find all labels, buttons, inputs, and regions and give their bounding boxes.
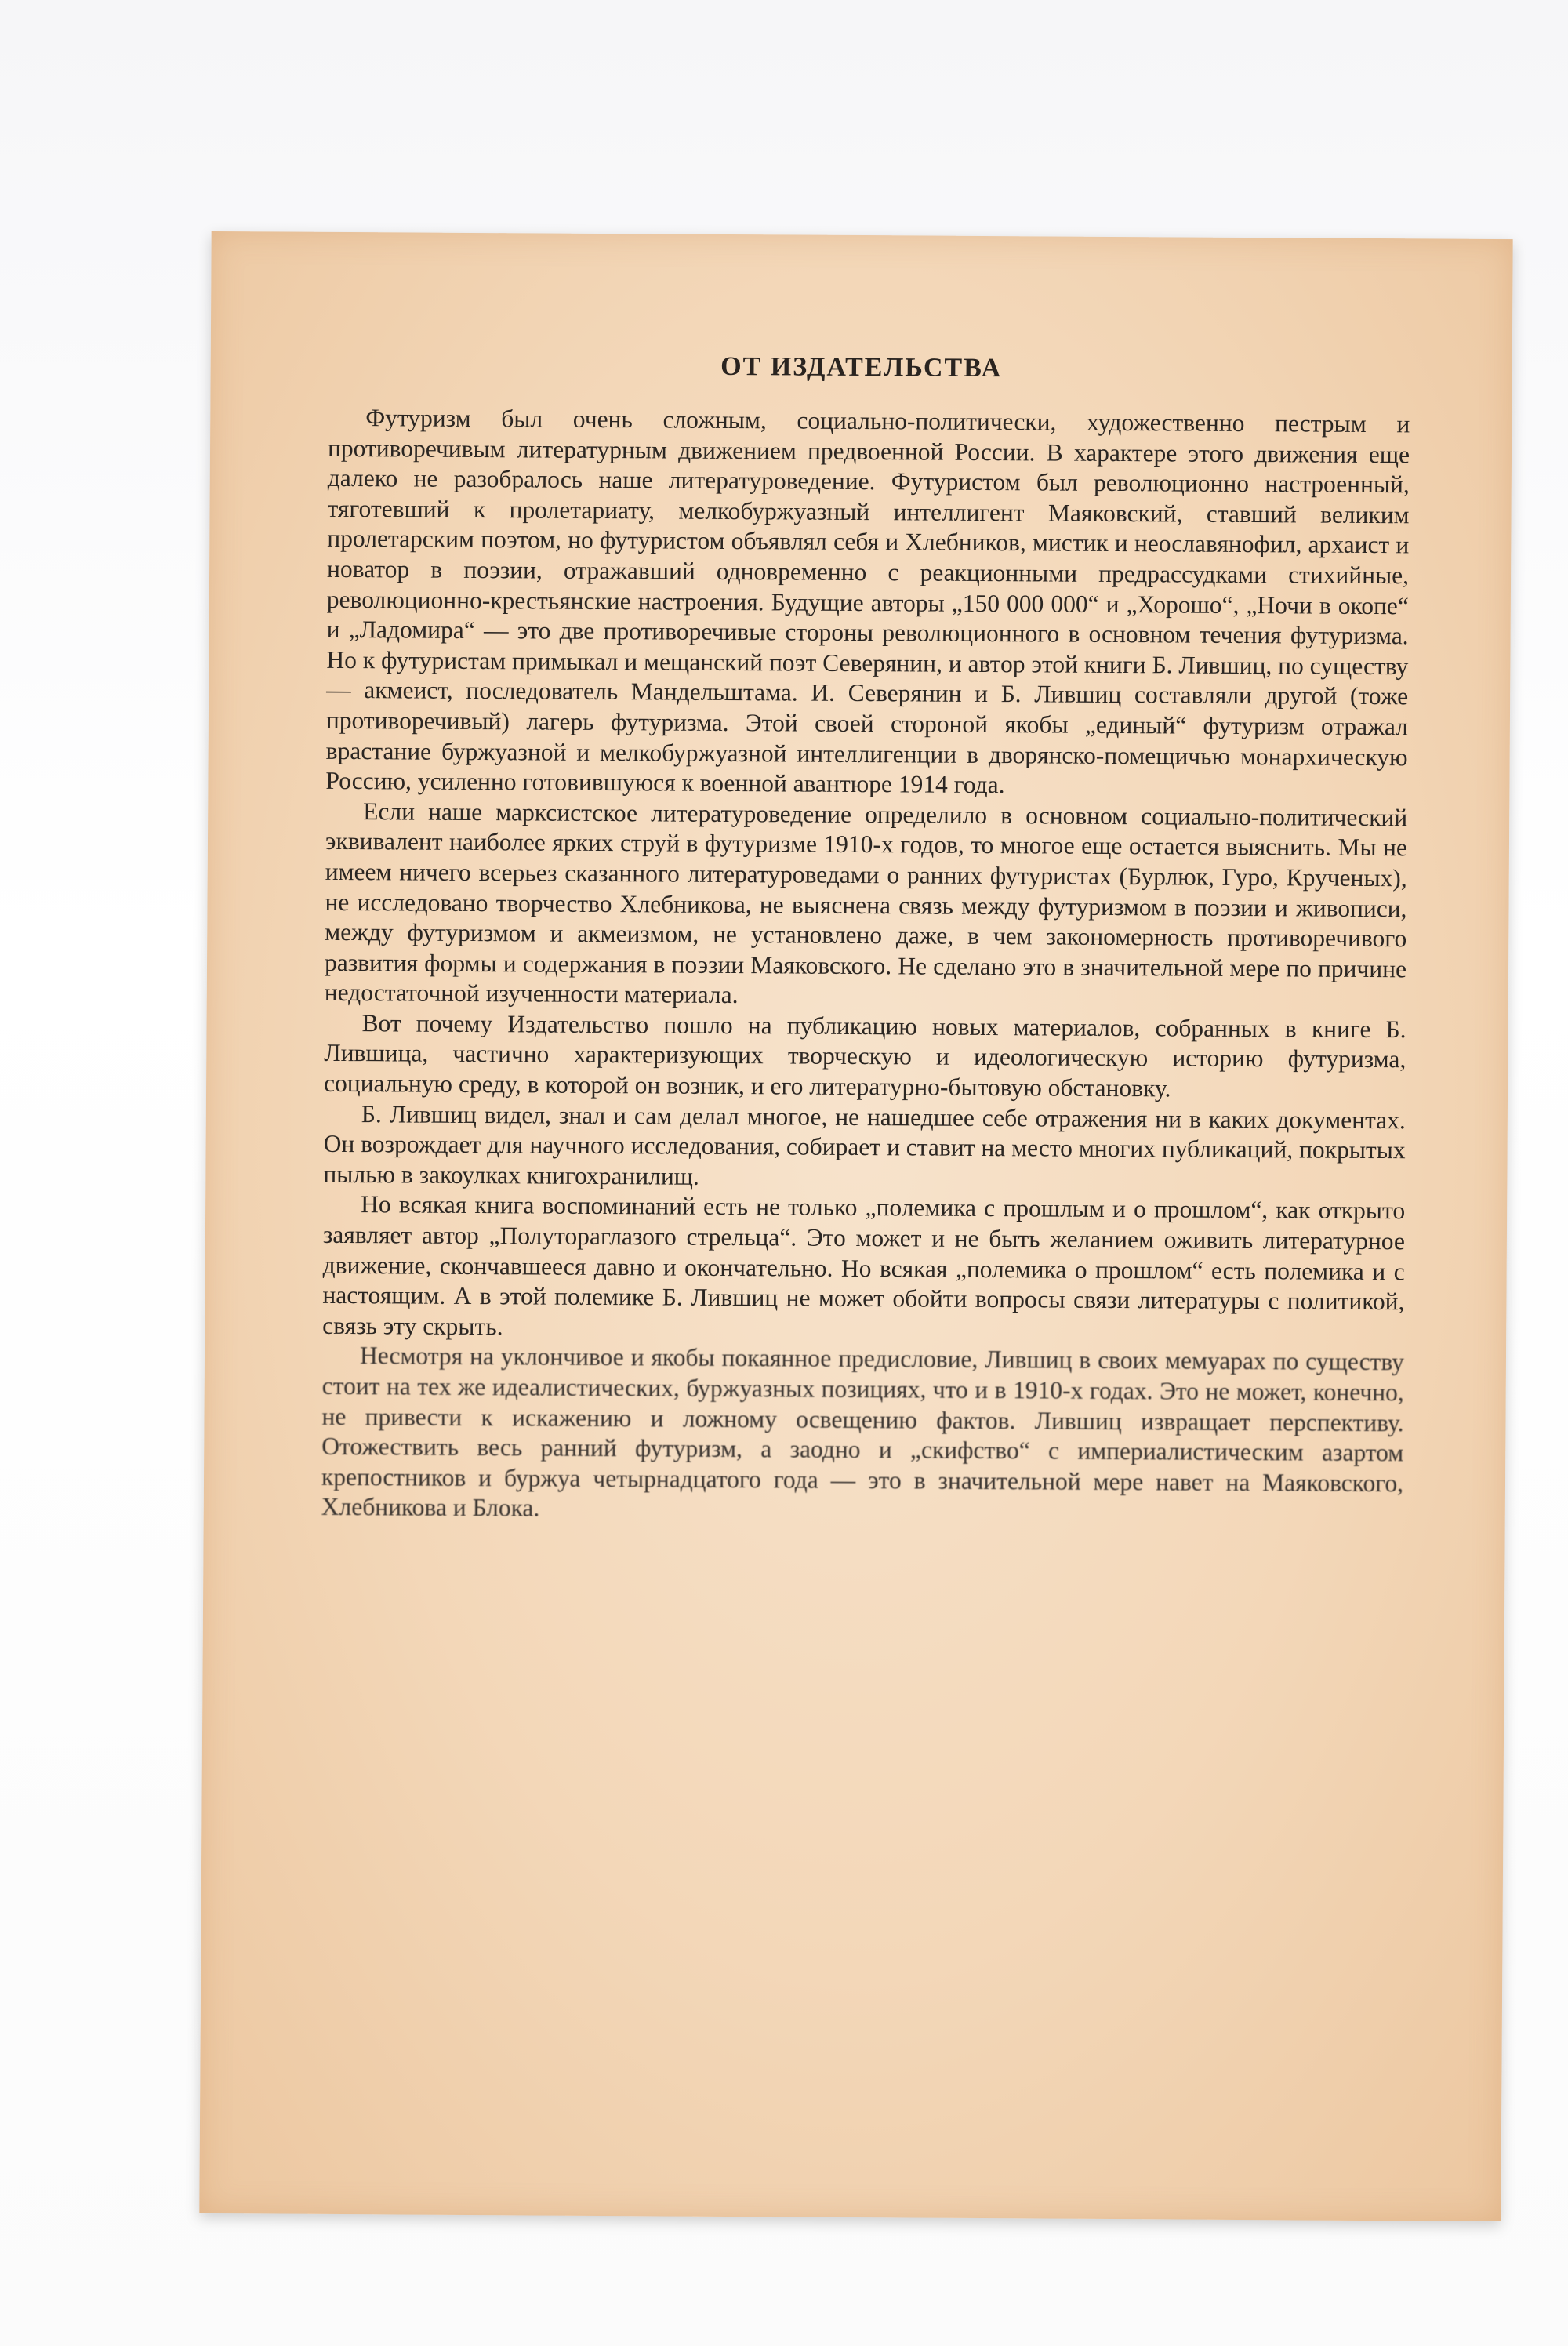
paragraph: Б. Лившиц видел, знал и сам делал многое, не нашедшее себе отражения ни в каких документах. Он возрождает для научного исследования, собирает и ставит на место многих публикаций, покрытых пылью в закоулках книгохранилищ. (323, 1099, 1406, 1190)
book-page (199, 231, 1512, 2221)
paragraph: Футуризм был очень сложным, социально-политически, художественно пестрым и противоречивым литературным движением предвоенной России. В характере этого движения еще далеко не разобралось наше литературоведение. Футуристом был революционно настроенный, тяготевший к пролетариату, мелкобуржуазный интеллигент Маяковский, ставший великим пролетарским поэтом, но футуристом объявлял себя и Хлебников, мистик и неославянофил, архаист и новатор в поэзии, отражавший одновременно с реакционными предрассудками стихийные, революционно-крестьянские настроения. Будущие авторы „150 000 000“ и „Хорошо“, „Ночи в окопе“ и „Ладомира“ — это две противоречивые стороны революционного в основном течения футуризма. Но к футуристам примыкал и мещанский поэт Северянин, и автор этой книги Б. Лившиц, по существу — акмеист, последователь Мандельштама. И. Северянин и Б. Лившиц составляли другой (тоже противоречивый) лагерь футуризма. Этой своей стороной якобы „единый“ футуризм отражал врастание буржуазной и мелкобуржуазной интеллигенции в дворянско-помещичью монархическую Россию, усиленно готовившуюся к военной авантюре 1914 года. (325, 404, 1410, 799)
page-title: ОТ ИЗДАТЕЛЬСТВА (720, 351, 1003, 383)
paragraph: Вот почему Издательство пошло на публикацию новых материалов, собранных в книге Б. Лившица, частично характеризующих творческую и идеологическую историю футуризма, социальную среду, в которой он возник, и его литературно-бытовую обстановку. (323, 1009, 1406, 1102)
paragraph: Если наше марксистское литературоведение определило в основном социально-политический эквивалент наиболее ярких струй в футуризме 1910-х годов, то многое еще остается выяснить. Мы не имеем ничего всерьез сказанного литературоведами о ранних футуристах (Бурлюк, Гуро, Крученых), не исследовано творчество Хлебникова, не выяснена связь между футуризмом в поэзии и живописи, между футуризмом и акмеизмом, не установлено даже, в чем закономерность противоречивого развития формы и содержания в поэзии Маяковского. Не сделано это в значительной мере по причине недостаточной изученности материала. (324, 797, 1408, 1009)
body-text (321, 403, 1410, 1529)
paragraph: Но всякая книга воспоминаний есть не только „полемика с прошлым и о прошлом“, как открыто заявляет автор „Полутораглазого стрельца“. Это может и не быть желанием оживить литературное движение, скончавшееся давно и окончательно. Но всякая „полемика о прошлом“ есть полемика и с настоящим. А в этой полемике Б. Лившиц не может обойти вопросы связи литературы с политикой, связь эту скрыть. (322, 1190, 1406, 1341)
paragraph: Несмотря на уклончивое и якобы покаянное предисловие, Лившиц в своих мемуарах по существу стоит на тех же идеалистических, буржуазных позициях, что и в 1910-х годах. Это не может, конечно, не привести к искажению и ложному освещению фактов. Лившиц извращает перспективу. Отожествить весь ранний футуризм, а заодно и „скифство“ с империалистическим азартом крепостников и буржуа четырнадцатого года — это в значительной мере навет на Маяковского, Хлебникова и Блока. (321, 1342, 1405, 1522)
